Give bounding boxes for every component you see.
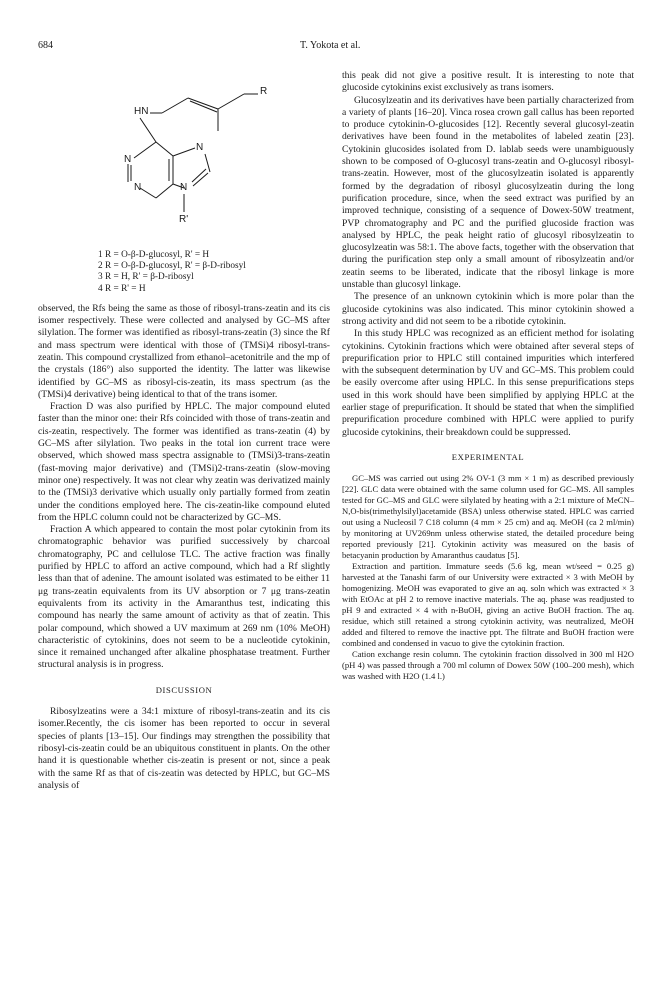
compound-4: 4 R = R' = H bbox=[98, 283, 146, 294]
discussion-paragraph: Ribosylzeatins were a 34:1 mixture of ribosyl-trans-zeatin and its cis isomer.Recently, the cis isomer has been reported to occur in several species of plants [13–15]. Our findings may strengthen the possibility that ribosyl-cis-zeatin could be an ubiquitous constituent in plants. On the other hand it is questionable whether cis-zeatin is present or not, since a peak with the same Rf as that of cis-zeatin was detected by HPLC, but GC–MS analysis of bbox=[38, 706, 330, 791]
running-head: T. Yokota et al. bbox=[300, 40, 361, 51]
body-paragraph: Glucosylzeatin and its derivatives have been partially characterized from a variety of plants [16–20]. Vinca rosea crown gall callus has been reported to produce cytokinin-O-glucosides [12]. Recently several glucosyl-zeatin derivatives have been found in the metabolites of labeled zeatin [23]. Cytokinin glucosides isolated from D. lablab seeds were unambiguously shown to be composed of O-glucosyl trans-zeatin and O-glucosyl ribosyl-trans-zeatin. However, most of the glucosylzeatin isolated is apparently formed by the degradation of ribosyl glucosylzeatin during the long purification procedure, since, when the seed extract was purified by an improved technique, consisting of a sequence of Dowex-50W treatment, PVP chromatography and PC and the purified glucoside fraction was analysed by HPLC, the peak height ratio of glucosyl ribosylzeatin to glucosylzeatin was 58:1. The above facts, together with the observation that during the purification step only a small amount of ribosylzeatin and/or zeatin seems to be liberated, indicate that the ribosyl linkage is more unstable than glucosyl linkage. bbox=[342, 94, 634, 291]
body-paragraph: observed, the Rfs being the same as those of ribosyl-trans-zeatin and its cis isomer respectively. These were collected and analysed by GC–MS after silylation. The former was identified as ribosyl-trans-zeatin (3) since the Rf and mass spectrum were identical with those of (TMSi)4 ribosyl-trans-zeatin. This compound crystallized from ethanol–acetonitrile and the mp of the crystals (186°) also supported the identity. The latter was likewise identified by GC–MS as ribosyl-cis-zeatin, its mass spectrum (as the (TMSi)4 derivative) being identical to that of the trans isomer. bbox=[38, 302, 330, 400]
zeatin-structure bbox=[38, 76, 330, 246]
experimental-paragraph: Extraction and partition. Immature seeds (5.6 kg, mean wt/seed = 0.25 g) harvested at the Tanashi farm of our University were extracted × 3 with MeOH by homogenizing. MeOH was evaporated to give an aq. soln which was extracted × 3 with EtOAc at pH 2 to remove inactive materials. The aq. phase was readjusted to pH 9 and extracted × 4 with n-BuOH, giving an active BuOH fraction. The aq. residue, which still retained a strong cytokinin activity, was neutralized, MeOH added and filtered to remove the inactive ppt. The filtrate and BuOH fraction were combined and condensed in vacuo to give the cytokinin fraction. bbox=[342, 561, 634, 649]
label-n7: N bbox=[196, 142, 204, 153]
label-r: R bbox=[260, 86, 268, 97]
compound-list bbox=[98, 250, 330, 295]
left-column bbox=[38, 76, 330, 792]
body-paragraph: In this study HPLC was recognized as an efficient method for isolating cytokinins. Cytokinin fractions which were obtained after several steps of prepurification prior to HPLC still contained impurities which interfered with the subsequent determination by UV and GC–MS. This problem could be easily overcome after using HPLC. In this sense prepurifications steps used in this work should have been simplified by applying HPLC at the earlier stage of prepurification. It should be stated that when the simplified prepurification procedure combined with HPLC were applied to purify glucoside cytokinins, their breakdown could be suppressed. bbox=[342, 328, 634, 438]
experimental-paragraph: GC–MS was carried out using 2% OV-1 (3 mm × 1 m) as described previously [22]. GLC data were obtained with the same column used for GC–MS. All samples tested for GC–MS and GLC were silylated by heating with a 2:1 mixture of MeCN–N,O-bis(trimethylsilyl)acetamide (BSA) unless otherwise stated. HPLC was carried out using a Nucleosil 7 C18 column (4 mm × 25 cm) and aq. MeOH (ca 2 ml/min) by monitoring at UV269nm unless otherwise stated, the detailed procedure being reported previously [21]. Cytokinin activity was measured on the basis of betacyanin production by Amaranthus caudatus [5]. bbox=[342, 473, 634, 561]
experimental-heading: EXPERIMENTAL bbox=[451, 451, 525, 462]
body-paragraph: this peak did not give a positive result. It is interesting to note that glucoside cytokinins exist exclusively as trans isomers. bbox=[342, 70, 634, 94]
label-n9: N bbox=[180, 182, 188, 193]
body-paragraph: Fraction D was also purified by HPLC. The major compound eluted faster than the minor one: their Rfs coincided with those of trans-zeatin and cis-zeatin, respectively. The former was identified as trans-zeatin (4) by GC–MS after silylation. Two peaks in the total ion current trace were observed, which showed mass spectra assignable to (TMSi)3-trans-zeatin (fast-moving major derivative) and (TMSi)2-trans-zeatin (slow-moving minor one) respectively. It was not clear why zeatin was derivatized mainly to the (TMSi)3 derivative which usually only partially formed from zeatin under the conditions employed here. The cis-zeatin-like compound eluted from the HPLC column could not be characterized by GC–MS. bbox=[38, 401, 330, 523]
label-hn: HN bbox=[134, 106, 149, 117]
label-n3: N bbox=[134, 182, 142, 193]
experimental-paragraph: Cation exchange resin column. The cytokinin fraction dissolved in 300 ml H2O (pH 4) was passed through a 700 ml column of Dowex 50W (100–200 mesh), which was washed with H2O (1.4 l.) bbox=[342, 649, 634, 682]
compound-2: 2 R = O-β-D-glucosyl, R' = β-D-ribosyl bbox=[98, 261, 246, 272]
discussion-heading: DISCUSSION bbox=[155, 684, 213, 695]
compound-3: 3 R = H, R' = β-D-ribosyl bbox=[98, 272, 194, 283]
label-rprime: R' bbox=[179, 214, 189, 225]
right-column bbox=[342, 70, 634, 682]
page-number: 684 bbox=[38, 40, 53, 51]
label-n1: N bbox=[124, 154, 132, 165]
compound-1: 1 R = O-β-D-glucosyl, R' = H bbox=[98, 250, 210, 260]
body-paragraph: Fraction A which appeared to contain the most polar cytokinin from its chromatographic behavior was purified successively by charcoal chromatography, PC and cellulose TLC. The active fraction was finally purified by HPLC to afford an active compound, which had a Rf slightly less than that of adenine. The amount isolated was estimated to be either 11 μg trans-zeatin equivalents from its UV absorption or 7 μg trans-zeatin equivalents from its activity in the Amaranthus test, indicating this compound has nearly the same amount of activity as that of zeatin. This polar compound, which showed a UV maximum at 269 nm (10% MeOH) characteristic of cytokinins, does not seem to be a nucleotide cytokinin, since it remained unchanged after alkaline phosphatase treatment. Further structural analysis is in progress. bbox=[38, 524, 330, 671]
experimental-section bbox=[342, 473, 634, 682]
body-paragraph: The presence of an unknown cytokinin which is more polar than the glucoside cytokinins was also indicated. This minor cytokinin showed a strong activity and did not seem to be a ribotide cytokinin. bbox=[342, 291, 634, 327]
